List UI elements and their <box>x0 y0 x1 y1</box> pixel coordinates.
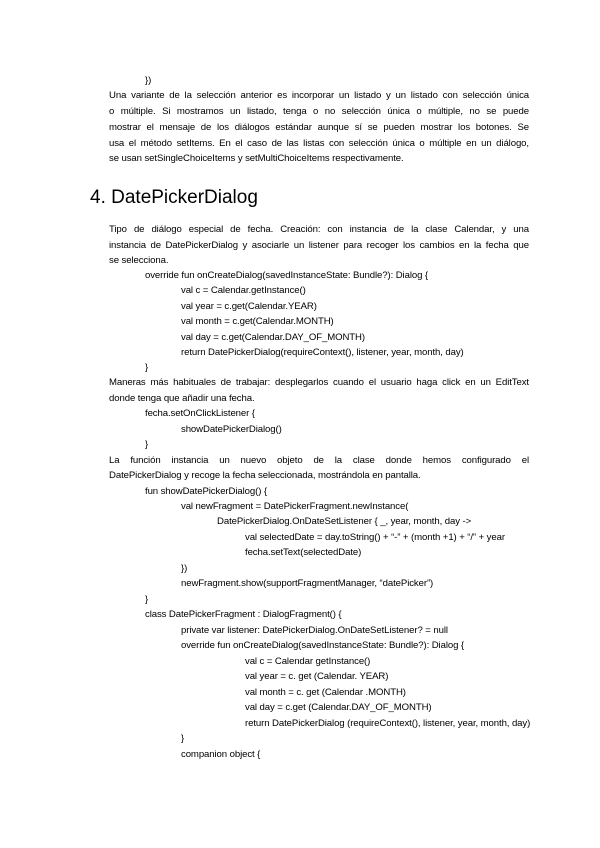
code-line: override fun onCreateDialog(savedInstanceState: Bundle?): Dialog { <box>145 270 428 281</box>
code-line: val c = Calendar getInstance() <box>245 656 371 667</box>
code-line: val day = c.get (Calendar.DAY_OF_MONTH) <box>245 702 432 713</box>
code-line: val month = c.get(Calendar.MONTH) <box>181 316 334 327</box>
code-line: newFragment.show(supportFragmentManager, “datePicker”) <box>181 578 434 589</box>
code-line: class DatePickerFragment : DialogFragment() { <box>145 609 342 620</box>
code-line: val c = Calendar.getInstance() <box>181 285 306 296</box>
paragraph-line: Maneras más habituales de trabajar: desplegarlos cuando el usuario haga click en un EditText <box>109 377 529 388</box>
code-line: return DatePickerDialog (requireContext(), listener, year, month, day) <box>245 718 531 729</box>
code-line: override fun onCreateDialog(savedInstanceState: Bundle?): Dialog { <box>181 640 464 651</box>
code-line: fecha.setOnClickListener { <box>145 408 255 419</box>
paragraph-line: instancia de DatePickerDialog y asociarle un listener para recoger los cambios en la fecha que <box>109 240 529 251</box>
code-line: } <box>145 439 149 450</box>
code-line: val year = c.get(Calendar.YEAR) <box>181 301 317 312</box>
paragraph-line: usa el método setItems. En el caso de las listas con selección única o múltiple en un diálogo, <box>109 138 529 149</box>
paragraph-line: Tipo de diálogo especial de fecha. Creación: con instancia de la clase Calendar, y una <box>109 224 529 235</box>
code-line: } <box>145 362 149 373</box>
code-line: return DatePickerDialog(requireContext(), listener, year, month, day) <box>181 347 464 358</box>
code-line: showDatePickerDialog() <box>181 424 282 435</box>
code-line: private var listener: DatePickerDialog.OnDateSetListener? = null <box>181 625 448 636</box>
code-line: fecha.setText(selectedDate) <box>245 547 362 558</box>
code-line: companion object { <box>181 749 261 760</box>
code-line: val selectedDate = day.toString() + “-” + (month +1) + “/” + year <box>245 532 505 543</box>
code-line: }) <box>145 75 152 86</box>
code-line: }) <box>181 563 188 574</box>
code-line: fun showDatePickerDialog() { <box>145 486 267 497</box>
code-line: val month = c. get (Calendar .MONTH) <box>245 687 406 698</box>
paragraph-line: donde tenga que añadir una fecha. <box>109 393 255 404</box>
paragraph-line: se selecciona. <box>109 255 169 266</box>
paragraph-line: Una variante de la selección anterior es incorporar un listado y un listado con selección única <box>109 90 529 101</box>
code-line: } <box>145 594 149 605</box>
code-line: val year = c. get (Calendar. YEAR) <box>245 671 389 682</box>
code-line: val day = c.get(Calendar.DAY_OF_MONTH) <box>181 332 365 343</box>
paragraph-line: mostrar el mensaje de los diálogos estándar aunque sí se pueden mostrar los botones. Se <box>109 122 529 133</box>
paragraph-line: se usan setSingleChoiceItems y setMultiChoiceItems respectivamente. <box>109 153 404 164</box>
paragraph-line: DatePickerDialog y recoge la fecha seleccionada, mostrándola en pantalla. <box>109 470 421 481</box>
paragraph-line: La función instancia un nuevo objeto de la clase donde hemos configurado el <box>109 455 529 466</box>
section-heading: 4. DatePickerDialog <box>90 187 258 208</box>
code-line: val newFragment = DatePickerFragment.newInstance( <box>181 501 409 512</box>
code-line: } <box>181 733 185 744</box>
code-line: DatePickerDialog.OnDateSetListener { _, year, month, day -> <box>217 516 472 527</box>
paragraph-line: o múltiple. Si mostramos un listado, tenga o no selección única o múltiple, no se puede <box>109 106 529 117</box>
